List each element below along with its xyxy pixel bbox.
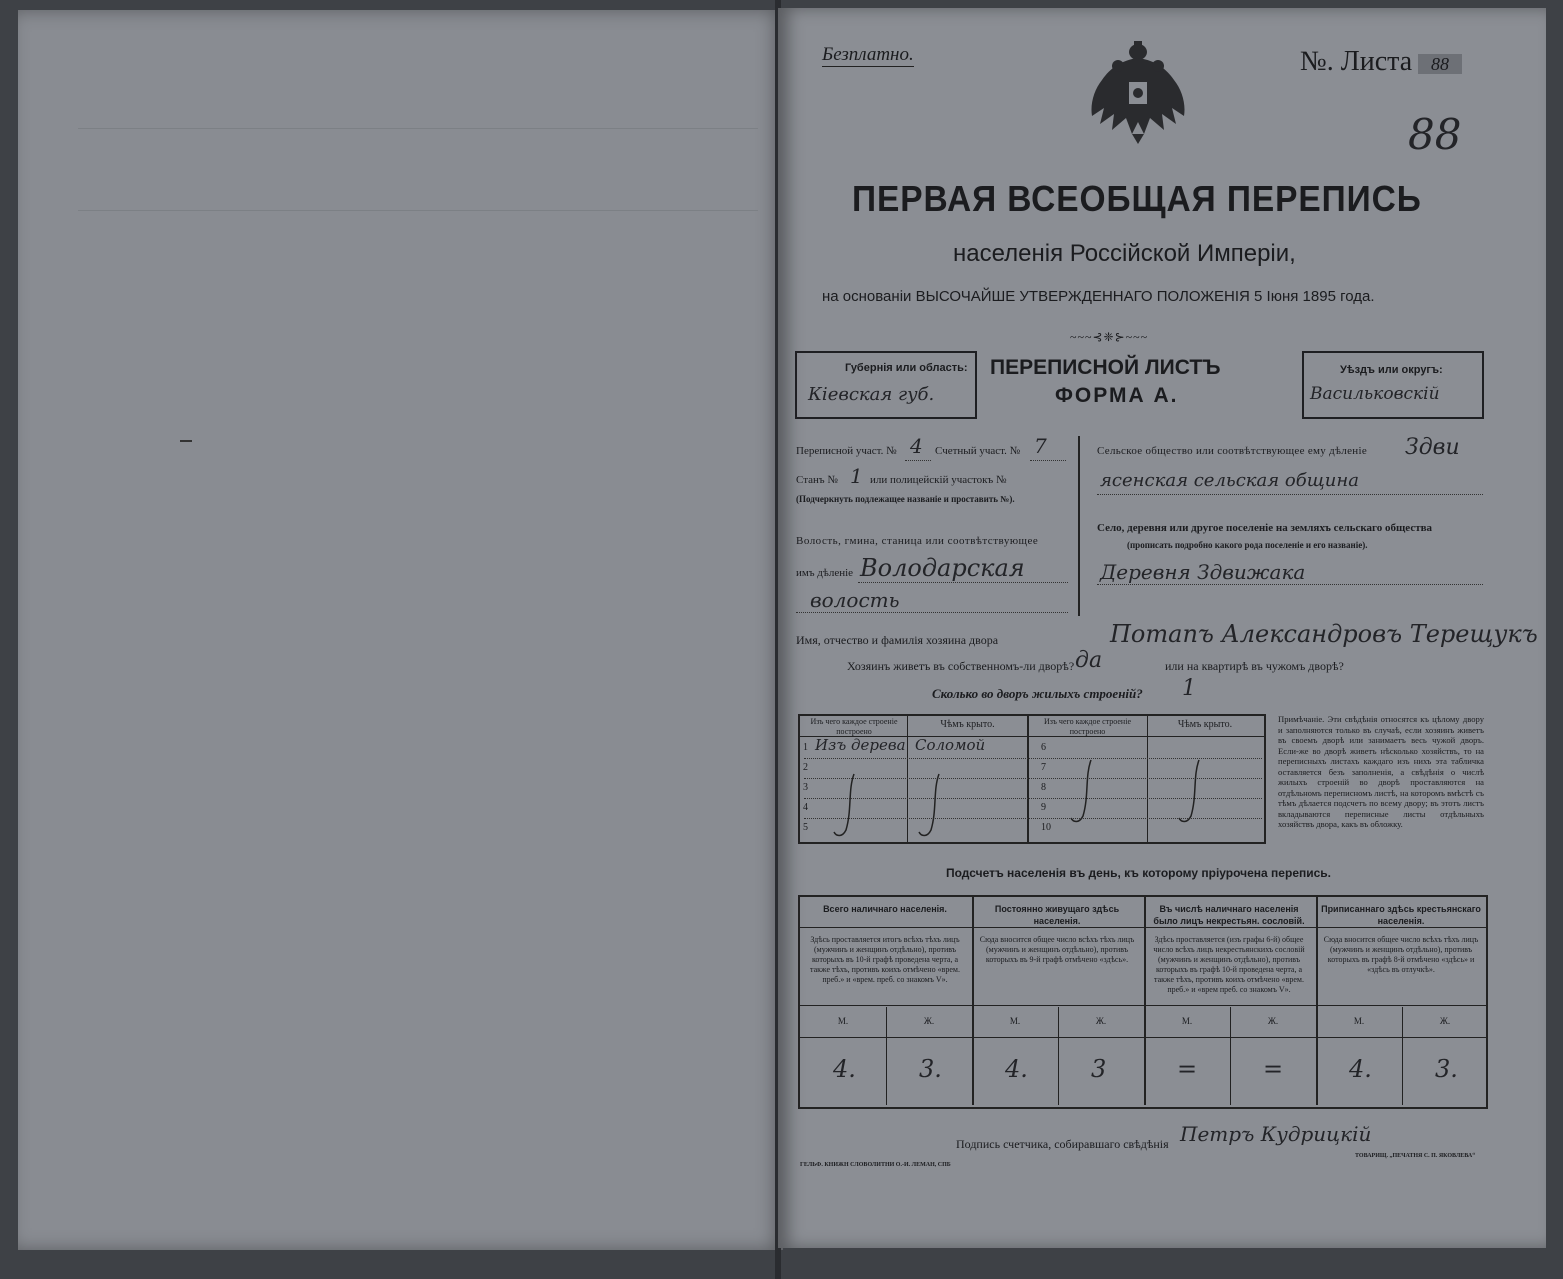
stan-value: 1 [850, 464, 863, 488]
group-divider [972, 897, 974, 1105]
buildings-note: Примѣчаніе. Эти свѣдѣнія относятся къ цѣлому двору и заполняются только въ случаѣ, если хозяинъ живетъ въ своемъ дворѣ или занимаетъ весь чужой дворъ. Если-же во дворѣ живетъ нѣсколько хозяйствъ, то на переписныхъ листахъ каждаго изъ нихъ эта табличка оставляется безъ заполненія, а свѣдѣнія о числѣ жилыхъ строеній во дворѣ проставляются на отдѣльномъ переписномъ листѣ, на которомъ вмѣстѣ съ тѣмъ дѣлается подсчетъ по всему двору; въ этотъ листъ вкладываются переписные листы отдѣльныхъ хозяйствъ двора, какъ въ обложку. [1278, 714, 1484, 829]
line [1030, 460, 1066, 461]
pencil-mark [180, 440, 192, 442]
village-label: Село, деревня или другое поселеніе на земляхъ сельскаго общества [1097, 522, 1433, 534]
underline-note: (Подчеркнуть подлежащее названіе и проставить №). [796, 494, 1015, 504]
sheet-number-value: 88 [1418, 54, 1462, 74]
own-yard-value: да [1075, 648, 1103, 673]
roof-cell: Соломой [915, 736, 986, 754]
signature-value: Петръ Кудрицкій [1180, 1122, 1372, 1146]
table-row-line [800, 1037, 1486, 1038]
col-material-head-2: Изъ чего каждое строеніе построено [1043, 717, 1131, 736]
census-district-value: 4 [910, 434, 923, 458]
village-value: Деревня Здвижака [1100, 560, 1306, 584]
ditto-stroke [1067, 756, 1107, 828]
counting-district-label: Счетный участ. № [935, 445, 1021, 457]
line [1097, 584, 1483, 585]
male-label: М. [1353, 1016, 1365, 1026]
buildings-value: 1 [1182, 676, 1196, 701]
census-subtitle: населенія Россійской Имперіи, [953, 240, 1296, 267]
row-number: 3 [803, 782, 808, 793]
row-number: 8 [1041, 782, 1046, 793]
form-title: ПЕРЕПИСНОЙ ЛИСТЪ [990, 356, 1221, 379]
row-number: 9 [1041, 802, 1046, 813]
census-district-label: Переписной участ. № [796, 445, 897, 457]
group-desc: Сюда вносится общее число всѣхъ тѣхъ лицъ (мужчинъ и женщинъ отдѣльно), противъ которыхъ въ 9-й графѣ отмѣчено «здѣсь». [979, 935, 1135, 964]
printer-left: ГЕЛЬФ. КНИЖН СЛОВОЛИТНИ О.-И. ЛЕМАН, СПБ [800, 1162, 951, 1168]
owner-label: Имя, отчество и фамилія хозяина двора [796, 633, 999, 647]
group-head: Постоянно живущаго здѣсь населенія. [994, 904, 1120, 926]
group-head: Въ числѣ наличнаго населенія было лицъ некрестьян. сословій. [1153, 904, 1305, 926]
field-divider [1078, 436, 1080, 616]
material-cell: Изъ дерева [815, 736, 906, 754]
district-label: Уѣздъ или округъ: [1340, 364, 1443, 376]
col-roof-head-2: Чѣмъ крыто. [1177, 719, 1233, 730]
left-page-blank [18, 10, 783, 1250]
population-title: Подсчетъ населенія въ день, къ которому пріурочена перепись. [946, 866, 1331, 880]
male-label: М. [837, 1016, 849, 1026]
group-head: Всего наличнаго населенія. [823, 904, 947, 914]
female-count: 3. [1435, 1055, 1458, 1083]
row-number: 7 [1041, 762, 1046, 773]
rural-value-2: ясенская сельская община [1100, 470, 1359, 491]
buildings-label: Сколько во дворъ жилыхъ строеній? [932, 686, 1143, 701]
row-number: 6 [1041, 742, 1046, 753]
bleed-rule [78, 210, 758, 211]
male-label: М. [1009, 1016, 1021, 1026]
police-label: или полицейскій участокъ № [870, 474, 1007, 486]
male-count: = [1177, 1055, 1198, 1083]
ditto-stroke [830, 770, 870, 842]
line [1097, 494, 1483, 495]
line [905, 460, 931, 461]
volost-label-1: Волость, гмина, станица или соотвѣтствующее [796, 535, 1039, 547]
row-number: 2 [803, 762, 808, 773]
handwritten-sheet-number: 88 [1408, 110, 1462, 159]
row-number: 5 [803, 822, 808, 833]
district-value: Васильковскій [1310, 384, 1440, 404]
apartment-label: или на квартирѣ въ чужомъ дворѣ? [1165, 659, 1344, 673]
female-label: Ж. [1267, 1016, 1279, 1026]
ditto-stroke [915, 770, 955, 842]
bleed-rule [78, 128, 758, 129]
group-desc: Здѣсь проставляется итогъ всѣхъ тѣхъ лицъ (мужчинъ и женщинъ отдѣльно), противъ которыхъ въ 10-й графѣ проведена черта, а также тѣхъ, противъ коихъ отмѣчено «врем. преб.» и «врем. преб. со знакомъ V». [810, 935, 960, 984]
female-label: Ж. [923, 1016, 935, 1026]
counting-district-value: 7 [1034, 434, 1047, 458]
row-number: 1 [803, 742, 808, 753]
sheet-number-label: №. Листа [1300, 46, 1413, 77]
free-label: Безплатно. [822, 44, 914, 65]
group-divider [1316, 897, 1318, 1105]
stan-label: Станъ № [796, 474, 838, 486]
double-headed-eagle-icon [1082, 38, 1194, 146]
form-type: ФОРМА А. [1055, 384, 1179, 407]
village-note: (прописать подробно какого рода поселеніе и его названіе). [1127, 540, 1368, 550]
female-label: Ж. [1095, 1016, 1107, 1026]
census-main-title: ПЕРВАЯ ВСЕОБЩАЯ ПЕРЕПИСЬ [852, 178, 1422, 219]
ornament-divider: ~~~⊰❈⊱~~~ [1070, 330, 1149, 344]
rural-label: Сельское общество или соотвѣтствующее ему дѣленіе [1097, 445, 1368, 457]
line [858, 582, 1068, 583]
owner-value: Потапъ Александровъ Терещукъ [1110, 620, 1538, 648]
female-count: = [1263, 1055, 1284, 1083]
province-value: Кіевская губ. [808, 384, 935, 405]
volost-value-1: Володарская [860, 554, 1025, 582]
printer-right: ТОВАРИЩ. „ПЕЧАТНЯ С. П. ЯКОВЛЕВА“ [1355, 1153, 1476, 1159]
province-label: Губернія или область: [845, 362, 968, 374]
male-count: 4. [1349, 1055, 1372, 1083]
group-divider [1144, 897, 1146, 1105]
male-label: М. [1181, 1016, 1193, 1026]
table-row-line [800, 1005, 1486, 1006]
group-desc: Здѣсь проставляется (изъ графы 6-й) общее число всѣхъ лицъ некрестьянскихъ сословій (мужчинъ и женщинъ отдѣльно), противъ которыхъ въ графѣ 10-й проведена черта, а также тѣхъ, противъ коихъ отмѣчено «врем. преб.» и «врем преб. со знакомъ V». [1153, 935, 1305, 994]
col-roof-head: Чѣмъ крыто. [940, 719, 995, 730]
census-basis: на основаніи ВЫСОЧАЙШЕ УТВЕРЖДЕННАГО ПОЛОЖЕНІЯ 5 Іюня 1895 года. [822, 288, 1375, 305]
table-row-line [800, 927, 1486, 928]
ditto-stroke [1175, 756, 1215, 828]
line [796, 612, 1068, 613]
rural-value-1: Здви [1405, 435, 1460, 460]
male-count: 4. [833, 1055, 856, 1083]
own-yard-label: Хозяинъ живетъ въ собственномъ-ли дворѣ? [847, 659, 1075, 673]
female-count: 3. [919, 1055, 942, 1083]
volost-value-2: волость [810, 588, 900, 612]
col-material-head: Изъ чего каждое строеніе построено [810, 717, 898, 736]
group-head: Приписаннаго здѣсь крестьянскаго населенія. [1321, 904, 1481, 926]
group-desc: Сюда вносится общее число всѣхъ тѣхъ лицъ (мужчинъ и женщинъ отдѣльно), противъ которыхъ въ графѣ 8-й отмѣчено «здѣсь» и «здѣсь въ отлучкѣ». [1323, 935, 1479, 974]
row-number: 4 [803, 802, 808, 813]
row-number: 10 [1041, 822, 1051, 833]
signature-label: Подпись счетчика, собиравшаго свѣдѣнія [956, 1137, 1169, 1151]
female-label: Ж. [1439, 1016, 1451, 1026]
male-count: 4. [1005, 1055, 1028, 1083]
volost-label-2: имъ дѣленіе [796, 567, 854, 579]
female-count: 3 [1091, 1055, 1107, 1083]
